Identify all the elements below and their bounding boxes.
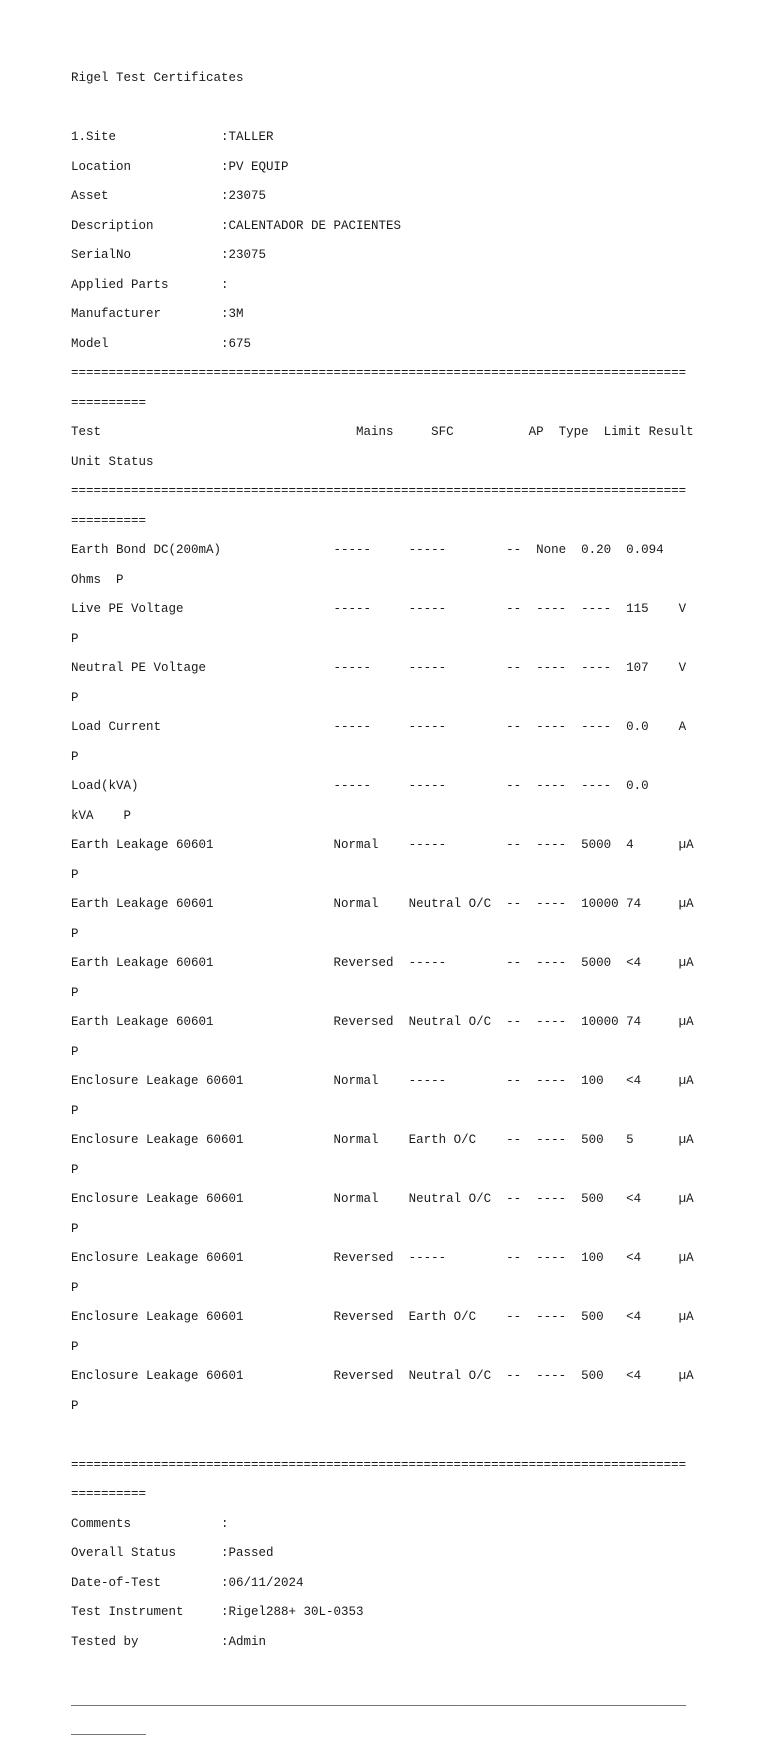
table-row-wrap [71, 691, 711, 706]
cell-mains: ----- [333, 543, 409, 557]
cell-result: 107 [626, 661, 679, 675]
cell-result: <4 [626, 1074, 679, 1088]
cell-sfc: ----- [408, 1074, 507, 1088]
cell-limit: 0.20 [581, 543, 627, 557]
cell-type: ---- [536, 1015, 582, 1029]
cell-ap: -- [506, 838, 537, 852]
cell-mains: ----- [333, 602, 409, 616]
cell-limit: 10000 [581, 1015, 627, 1029]
table-row [71, 838, 711, 853]
certificate-document [71, 71, 711, 1753]
cell-unit: µA [678, 1251, 694, 1265]
blank-line [71, 101, 711, 116]
cell-test: Earth Leakage 60601 [71, 956, 334, 970]
cell-limit: ---- [581, 779, 627, 793]
rule-line-wrap: ========== [71, 513, 147, 528]
col-limit: Limit [603, 425, 649, 439]
cell-sfc: ----- [408, 720, 507, 734]
field-value: :3M [221, 307, 244, 321]
cell-test: Enclosure Leakage 60601 [71, 1074, 334, 1088]
cell-type: ---- [536, 1369, 582, 1383]
field-label: Asset [71, 189, 222, 203]
table-row [71, 661, 711, 676]
rule-line: ================================================================================== [71, 366, 687, 380]
header-field-row [71, 337, 711, 352]
cell-sfc: Neutral O/C [408, 1015, 507, 1029]
field-value: :PV EQUIP [221, 159, 289, 174]
cell-sfc: Neutral O/C [408, 1192, 507, 1206]
table-row [71, 1251, 711, 1266]
column-header-row [71, 425, 711, 440]
cell-mains: Normal [333, 838, 409, 852]
cell-result: 74 [626, 897, 679, 911]
footer-field-row [71, 1605, 711, 1620]
cell-result: <4 [626, 1251, 679, 1265]
cell-type: ---- [536, 720, 582, 734]
table-row [71, 779, 711, 794]
field-label: Test Instrument [71, 1605, 222, 1619]
cell-status: P [71, 1162, 79, 1177]
cell-type: ---- [536, 1074, 582, 1088]
cell-status: P [116, 572, 124, 587]
table-row-wrap [71, 1104, 711, 1119]
header-field-row [71, 278, 711, 293]
cell-test: Earth Bond DC(200mA) [71, 543, 334, 557]
cell-type: ---- [536, 779, 582, 793]
rule-line: ================================================================================== [71, 1457, 687, 1472]
cell-result: 4 [626, 838, 679, 852]
table-row [71, 1133, 711, 1148]
signature-underline: __________________________________________________________________________________ [71, 1693, 687, 1708]
cell-result: 5 [626, 1133, 679, 1147]
cell-sfc: ----- [408, 1251, 507, 1265]
table-row-wrap [71, 1399, 711, 1414]
cell-result: <4 [626, 1369, 679, 1383]
field-value: :Passed [221, 1546, 274, 1560]
cell-unit: µA [678, 838, 694, 852]
cell-status: P [71, 631, 79, 646]
cell-ap: -- [506, 661, 537, 675]
field-value: :CALENTADOR DE PACIENTES [221, 218, 402, 233]
table-row [71, 1074, 711, 1089]
cell-status: P [71, 926, 79, 941]
cell-status: P [71, 1221, 79, 1236]
header-field-row [71, 160, 711, 175]
header-field-row [71, 130, 711, 145]
cell-limit: 500 [581, 1133, 627, 1147]
col-result: Result [648, 425, 694, 439]
cell-unit: µA [678, 1369, 694, 1383]
cell-mains: Reversed [333, 1251, 409, 1265]
cell-unit: µA [678, 1310, 694, 1324]
cell-limit: 100 [581, 1251, 627, 1265]
cell-sfc: Neutral O/C [408, 1369, 507, 1383]
field-label: Description [71, 218, 222, 233]
cell-mains: Normal [333, 1133, 409, 1147]
cell-mains: Reversed [333, 956, 409, 970]
cell-mains: ----- [333, 661, 409, 675]
cell-limit: 5000 [581, 956, 627, 970]
cell-type: ---- [536, 661, 582, 675]
field-label: Model [71, 336, 222, 351]
cell-unit: V [678, 661, 687, 675]
col-ap: AP [528, 425, 559, 439]
cell-type: ---- [536, 897, 582, 911]
column-header-row-wrap [71, 455, 711, 470]
cell-type: ---- [536, 1251, 582, 1265]
col-type: Type [558, 425, 604, 439]
cell-sfc: Earth O/C [408, 1133, 507, 1147]
field-value: :Admin [221, 1634, 267, 1649]
table-row [71, 1192, 711, 1207]
cell-result: 0.0 [626, 779, 649, 793]
cell-ap: -- [506, 1074, 537, 1088]
cell-sfc: ----- [408, 543, 507, 557]
cell-test: Enclosure Leakage 60601 [71, 1192, 334, 1206]
cell-mains: Reversed [333, 1015, 409, 1029]
cell-unit: V [678, 602, 687, 616]
header-field-row [71, 248, 711, 263]
cell-test: Enclosure Leakage 60601 [71, 1133, 334, 1147]
col-test: Test [71, 425, 357, 439]
table-row-wrap [71, 573, 711, 588]
field-label: Overall Status [71, 1546, 222, 1560]
field-label: SerialNo [71, 248, 222, 262]
field-label: Manufacturer [71, 307, 222, 321]
table-row-wrap [71, 1163, 711, 1178]
cell-type: ---- [536, 1192, 582, 1206]
cell-result: 74 [626, 1015, 679, 1029]
table-row-wrap [71, 632, 711, 647]
table-row [71, 1310, 711, 1325]
table-row [71, 720, 711, 735]
table-row [71, 543, 711, 558]
col-status: Status [108, 454, 154, 469]
header-field-row [71, 219, 711, 234]
blank-line [71, 1428, 711, 1443]
cell-status: P [71, 985, 79, 1000]
blank-line [71, 1664, 711, 1679]
cell-test: Enclosure Leakage 60601 [71, 1251, 334, 1265]
table-row-wrap [71, 927, 711, 942]
col-sfc: SFC [431, 425, 529, 439]
cell-test: Load(kVA) [71, 779, 334, 793]
table-row-wrap [71, 986, 711, 1001]
cell-ap: -- [506, 1310, 537, 1324]
cell-sfc: Earth O/C [408, 1310, 507, 1324]
cell-type: ---- [536, 1310, 582, 1324]
table-row-wrap [71, 1340, 711, 1355]
cell-ap: -- [506, 897, 537, 911]
cell-ap: -- [506, 602, 537, 616]
cell-type: ---- [536, 838, 582, 852]
cell-test: Neutral PE Voltage [71, 661, 334, 675]
cell-limit: 500 [581, 1310, 627, 1324]
cell-limit: ---- [581, 720, 627, 734]
field-value: : [221, 277, 229, 292]
cell-ap: -- [506, 1192, 537, 1206]
field-value: : [221, 1516, 229, 1531]
table-row [71, 602, 711, 617]
field-label: Comments [71, 1516, 222, 1531]
cell-unit: µA [678, 1015, 694, 1029]
cell-unit: µA [678, 1074, 694, 1088]
cell-limit: ---- [581, 602, 627, 616]
table-row-wrap [71, 1281, 711, 1296]
table-row-wrap [71, 1222, 711, 1237]
cell-test: Enclosure Leakage 60601 [71, 1310, 334, 1324]
cell-mains: Normal [333, 1192, 409, 1206]
cell-result: 0.094 [626, 543, 664, 557]
cell-status: P [71, 1280, 79, 1295]
test-results-table [71, 543, 711, 1413]
table-row [71, 897, 711, 912]
cell-test: Earth Leakage 60601 [71, 838, 334, 852]
cell-test: Earth Leakage 60601 [71, 897, 334, 911]
field-value: :23075 [221, 189, 267, 203]
document-title: Rigel Test Certificates [71, 71, 244, 85]
cell-mains: ----- [333, 720, 409, 734]
table-row-wrap [71, 1045, 711, 1060]
cell-status: P [123, 808, 132, 823]
cell-sfc: ----- [408, 661, 507, 675]
cell-ap: -- [506, 543, 537, 557]
cell-ap: -- [506, 779, 537, 793]
cell-type: None [536, 543, 582, 557]
footer-field-row [71, 1576, 711, 1591]
cell-unit: Ohms [71, 572, 117, 587]
field-label: Applied Parts [71, 277, 222, 292]
col-mains: Mains [356, 425, 432, 439]
field-value: :Rigel288+ 30L-0353 [221, 1605, 364, 1619]
cell-status: P [71, 1044, 79, 1059]
table-row-wrap [71, 868, 711, 883]
table-row [71, 1015, 711, 1030]
field-label: Tested by [71, 1634, 222, 1649]
field-label: 1.Site [71, 130, 222, 144]
cell-unit: µA [678, 1133, 694, 1147]
table-row-wrap [71, 750, 711, 765]
cell-mains: Normal [333, 1074, 409, 1088]
cell-mains: Reversed [333, 1369, 409, 1383]
cell-result: <4 [626, 1192, 679, 1206]
cell-ap: -- [506, 1251, 537, 1265]
cell-status: P [71, 867, 79, 882]
cell-ap: -- [506, 1369, 537, 1383]
field-value: :23075 [221, 248, 267, 262]
cell-test: Live PE Voltage [71, 602, 334, 616]
cell-mains: ----- [333, 779, 409, 793]
cell-mains: Reversed [333, 1310, 409, 1324]
cell-unit: kVA [71, 808, 124, 823]
cell-unit: µA [678, 897, 694, 911]
footer-field-row [71, 1635, 711, 1650]
cell-ap: -- [506, 1133, 537, 1147]
table-row [71, 1369, 711, 1384]
cell-status: P [71, 1398, 79, 1413]
header-fields [71, 130, 711, 351]
cell-sfc: ----- [408, 956, 507, 970]
cell-test: Earth Leakage 60601 [71, 1015, 334, 1029]
cell-ap: -- [506, 720, 537, 734]
table-row-wrap [71, 809, 711, 824]
cell-sfc: ----- [408, 838, 507, 852]
cell-limit: 100 [581, 1074, 627, 1088]
cell-status: P [71, 1103, 79, 1118]
cell-type: ---- [536, 602, 582, 616]
rule-line-wrap: ========== [71, 1487, 147, 1501]
cell-ap: -- [506, 1015, 537, 1029]
col-unit: Unit [71, 454, 109, 469]
cell-result: <4 [626, 956, 679, 970]
field-value: :06/11/2024 [221, 1575, 304, 1590]
footer-fields [71, 1517, 711, 1650]
cell-test: Enclosure Leakage 60601 [71, 1369, 334, 1383]
cell-limit: ---- [581, 661, 627, 675]
cell-unit: µA [678, 1192, 694, 1206]
cell-limit: 500 [581, 1369, 627, 1383]
header-field-row [71, 189, 711, 204]
cell-result: <4 [626, 1310, 679, 1324]
cell-type: ---- [536, 1133, 582, 1147]
rule-line: ================================================================================== [71, 484, 687, 498]
cell-status: P [71, 1339, 79, 1354]
cell-limit: 10000 [581, 897, 627, 911]
cell-ap: -- [506, 956, 537, 970]
cell-limit: 5000 [581, 838, 627, 852]
cell-limit: 500 [581, 1192, 627, 1206]
cell-test: Load Current [71, 720, 334, 734]
cell-type: ---- [536, 956, 582, 970]
cell-result: 0.0 [626, 720, 679, 734]
cell-result: 115 [626, 602, 679, 616]
table-row [71, 956, 711, 971]
cell-unit: A [678, 720, 687, 734]
field-label: Date-of-Test [71, 1575, 222, 1590]
cell-sfc: Neutral O/C [408, 897, 507, 911]
field-value: :675 [221, 336, 252, 351]
footer-field-row [71, 1546, 711, 1561]
field-value: :TALLER [221, 130, 274, 144]
cell-status: P [71, 690, 79, 705]
footer-field-row [71, 1517, 711, 1532]
signature-underline-wrap: __________ [71, 1723, 147, 1737]
rule-line-wrap: ========== [71, 395, 147, 410]
cell-mains: Normal [333, 897, 409, 911]
field-label: Location [71, 159, 222, 174]
cell-sfc: ----- [408, 779, 507, 793]
header-field-row [71, 307, 711, 322]
cell-unit: µA [678, 956, 694, 970]
cell-status: P [71, 749, 79, 764]
cell-sfc: ----- [408, 602, 507, 616]
